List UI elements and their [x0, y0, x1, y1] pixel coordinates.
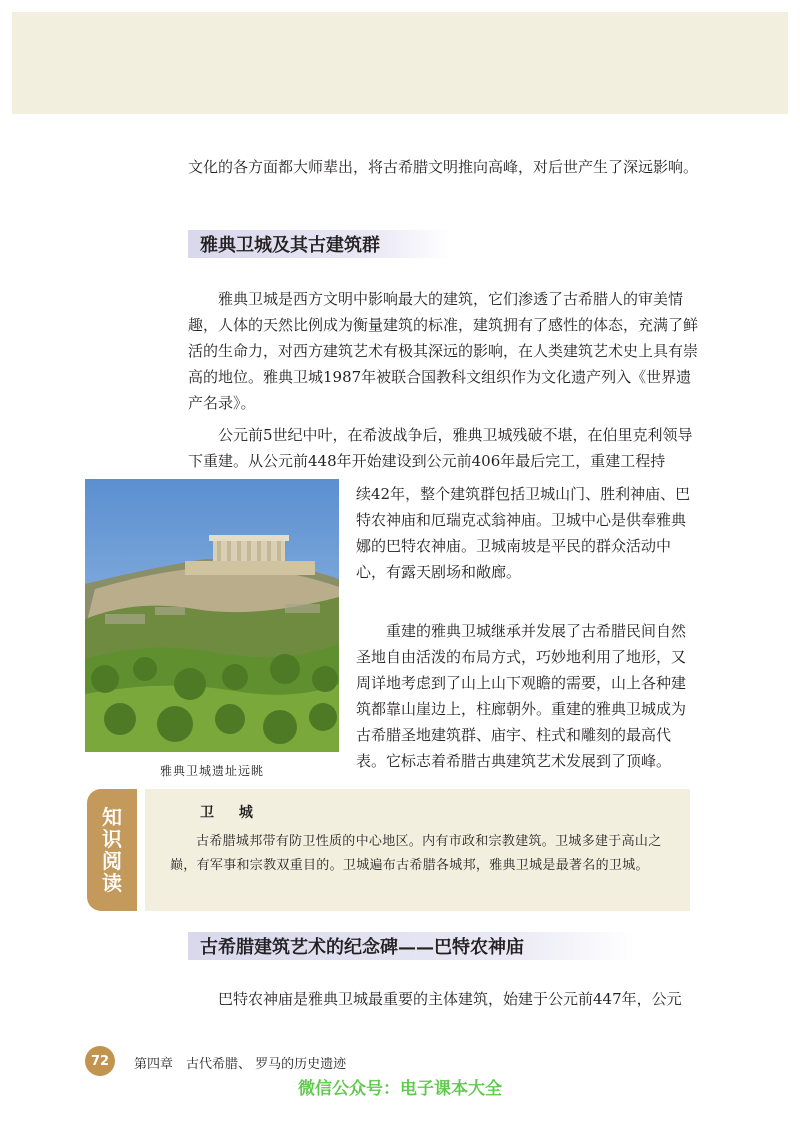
- knowledge-reading-tab: [87, 789, 137, 911]
- wechat-watermark: 微信公众号：电子课本大全: [298, 1079, 502, 1099]
- page-number-badge: 72: [85, 1046, 115, 1076]
- knowledge-text: 古希腊城邦带有防卫性质的中心地区。内有市政和宗教建筑。卫城多建于高山之巅，有军事和宗教双重目的。卫城遍布古希腊各城邦，雅典卫城是最著名的卫城。: [170, 834, 662, 873]
- acropolis-paragraph-3: 重建的雅典卫城继承并发展了古希腊民间自然圣地自由活泼的布局方式，巧妙地利用了地形，又周详地考虑到了山上山下观瞻的需要，山上各种建筑都靠山崖边上，柱廊朝外。重建的雅典卫城成为古希腊圣地建筑群、庙宇、柱式和雕刻的最高代表。它标志着希腊古典建筑艺术发展到了顶峰。: [356, 622, 687, 770]
- section-heading-acropolis: 雅典卫城及其古建筑群: [188, 230, 450, 258]
- tab-char: 知: [102, 805, 122, 829]
- tab-char: 识: [102, 827, 122, 851]
- section-heading-parthenon: 古希腊建筑艺术的纪念碑——巴特农神庙: [188, 932, 635, 960]
- acropolis-photo: [85, 479, 339, 752]
- acropolis-paragraph-1: 雅典卫城是西方文明中影响最大的建筑，它们渗透了古希腊人的审美情趣，人体的天然比例成为衡量建筑的标准，建筑拥有了感性的体态，充满了鲜活的生命力，对西方建筑艺术有极其深远的影响，在人类建筑艺术史上具有崇高的地位。雅典卫城1987年被联合国教科文组织作为文化遗产列入《世界遗产名录》。: [188, 290, 699, 412]
- tab-char: 阅: [102, 849, 122, 873]
- acropolis-paragraph-2: 公元前5世纪中叶，在希波战争后，雅典卫城残破不堪，在伯里克利领导下重建。从公元前448年开始建设到公元前406年最后完工，重建工程持: [188, 426, 693, 470]
- intro-paragraph: 文化的各方面都大师辈出，将古希腊文明推向高峰，对后世产生了深远影响。: [188, 158, 699, 176]
- photo-caption: 雅典卫城遗址远眺: [159, 764, 264, 778]
- knowledge-title: 卫 城: [200, 805, 263, 821]
- parthenon-paragraph-1: 巴特农神庙是雅典卫城最重要的主体建筑，始建于公元前447年，公元: [218, 990, 682, 1008]
- header-band: [12, 12, 788, 114]
- tab-char: 读: [102, 871, 122, 895]
- acropolis-paragraph-2-continued: 续42年，整个建筑群包括卫城山门、胜利神庙、巴特农神庙和厄瑞克忒翁神庙。卫城中心是供奉雅典娜的巴特农神庙。卫城南坡是平民的群众活动中心，有露天剧场和敞廊。: [356, 485, 691, 581]
- chapter-title: 第四章 古代希腊、 罗马的历史遗迹: [134, 1057, 347, 1072]
